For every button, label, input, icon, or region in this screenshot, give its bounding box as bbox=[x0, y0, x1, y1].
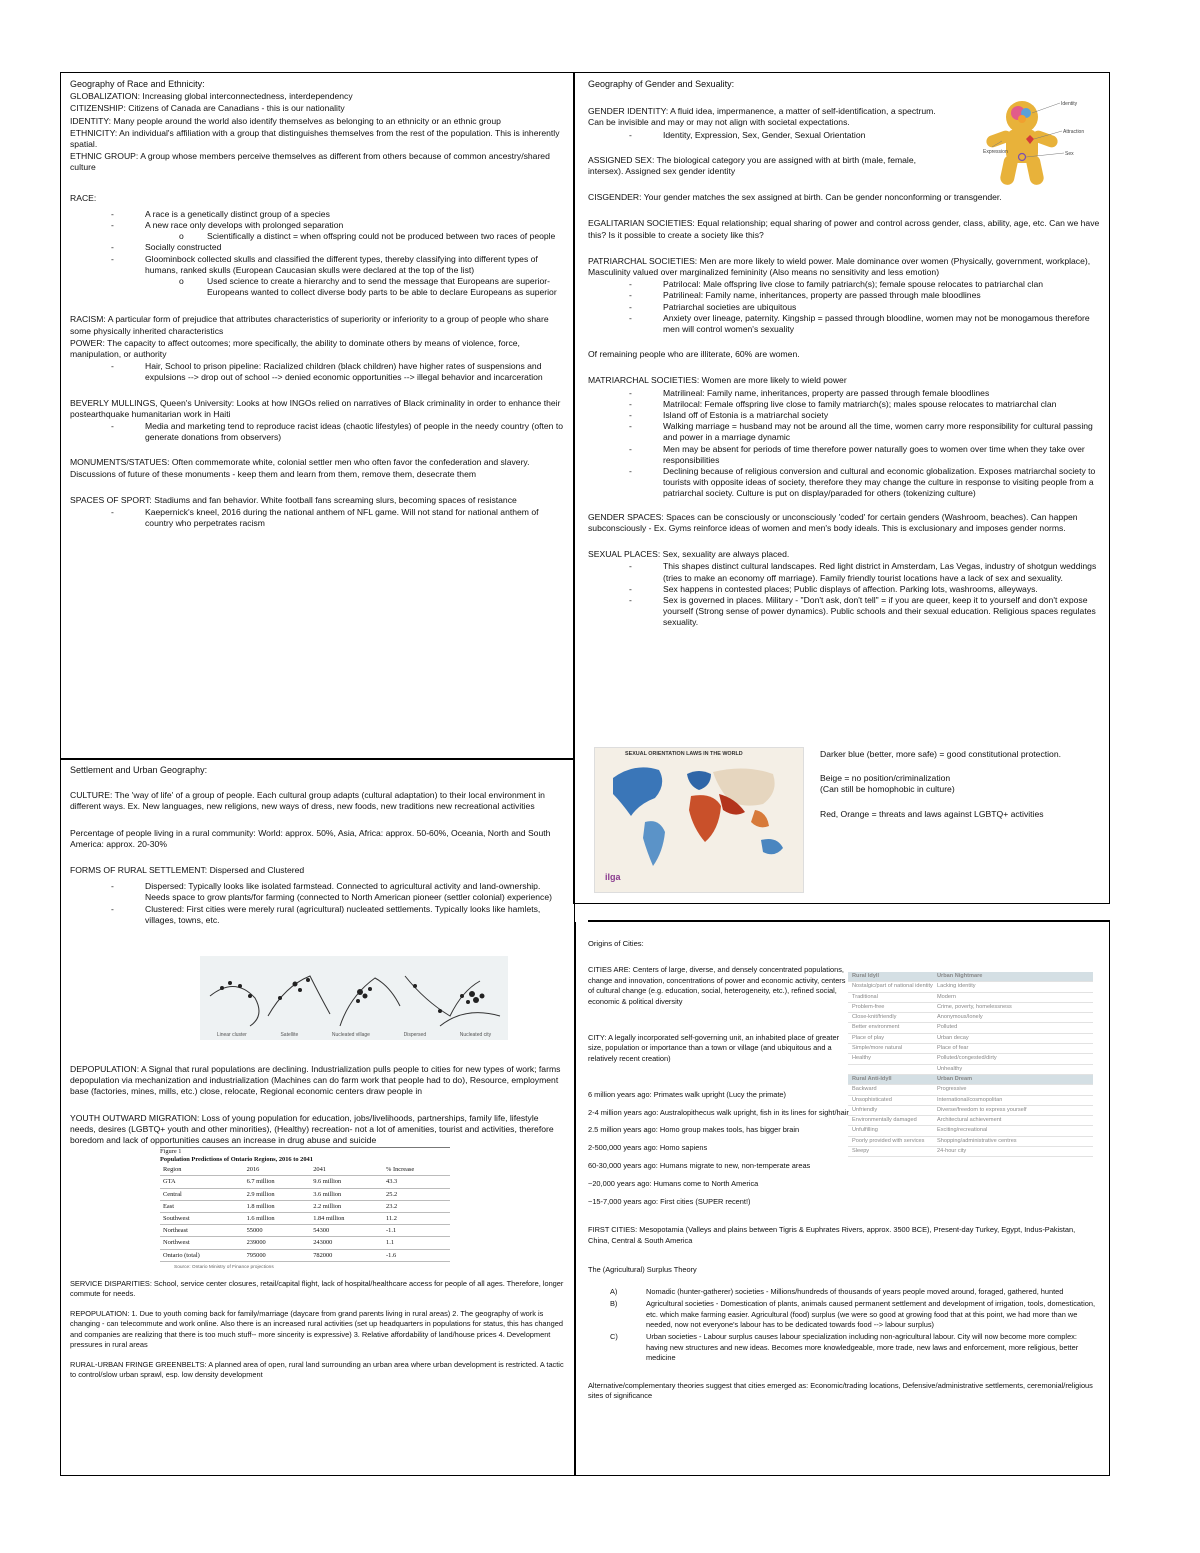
culture-text: CULTURE: The 'way of life' of a group of people. Each cultural group adapts (cultural adaptation) to their local environment in different ways. Ex. New languages, new religions, new ways of dress, new foods, new traditions new recreational activities bbox=[70, 790, 545, 812]
comparison-row: Unfriendly Diverse/freedom to express yourself bbox=[848, 1106, 1093, 1116]
table-cell: 1.1 bbox=[383, 1237, 450, 1249]
diagram-label: Satellite bbox=[280, 1032, 299, 1039]
comparison-row: Place of play Urban decay bbox=[848, 1034, 1093, 1044]
gingerbread-label: Expression bbox=[983, 149, 1008, 155]
table-header-row bbox=[160, 1164, 450, 1176]
racism-text: RACISM: A particular form of prejudice that attributes characteristics of superiority or inferiority to a group of people who share some physically inherited characteristics bbox=[70, 314, 549, 336]
sport-text: SPACES OF SPORT: Stadiums and fan behavior. White football fans screaming slurs, becoming spaces of resistance bbox=[70, 494, 517, 505]
rural-urban-comparison-table bbox=[848, 972, 1093, 1157]
cisgender-text: CISGENDER: Your gender matches the sex assigned at birth. Can be gender nonconforming or transgender. bbox=[588, 192, 1002, 203]
table-cell: 23.2 bbox=[383, 1200, 450, 1212]
table-row bbox=[160, 1213, 450, 1225]
comparison-row: Healthy Polluted/congested/dirty bbox=[848, 1054, 1093, 1064]
table-caption: Figure 1 bbox=[160, 1148, 182, 1156]
gingerbread-icon bbox=[982, 95, 1090, 191]
timeline-item: 60-30,000 years ago: Humans migrate to new, non-temperate areas bbox=[588, 1161, 811, 1170]
comparison-row: Unsophisticated International/cosmopolitan bbox=[848, 1096, 1093, 1106]
gender-spaces-text: GENDER SPACES: Spaces can be consciously or unconsciously 'coded' for certain genders (Washroom, beaches). Can happen subconsciously - Ex. Gyms reinforce ideas of women and men's body ideals. This is exclusionary and imposes gender norms. bbox=[588, 511, 1078, 533]
gender-gingerbread-image bbox=[982, 95, 1090, 191]
globalization-text: GLOBALIZATION: Increasing global interconnectedness, interdependency bbox=[70, 91, 353, 102]
table-cell: 55000 bbox=[244, 1225, 311, 1237]
list-item: o Scientifically a distinct = when offspring could not be produced between two races of people bbox=[207, 231, 565, 242]
forms-heading: FORMS OF RURAL SETTLEMENT: Dispersed and Clustered bbox=[70, 865, 305, 876]
settlement-pattern-diagram bbox=[200, 956, 508, 1040]
list-item: - Identity, Expression, Sex, Gender, Sexual Orientation bbox=[663, 130, 948, 141]
citizenship-text: CITIZENSHIP: Citizens of Canada are Canadians - this is our nationality bbox=[70, 103, 345, 114]
table-source: Source: Ontario Ministry of Finance projections bbox=[174, 1264, 274, 1270]
comparison-header: Rural Anti-Idyll Urban Dream bbox=[848, 1075, 1093, 1085]
gingerbread-label: Sex bbox=[1065, 151, 1074, 157]
list-item: - Dispersed: Typically looks like isolated farmstead. Connected to agricultural activity and land-ownership. Needs space to grow plants/for farming (connected to North American pioneer (settler colonial) experience) bbox=[145, 881, 565, 903]
first-cities-text: FIRST CITIES: Mesopotamia (Valleys and plains between Tigris & Euphrates Rivers, approx. 3500 BCE), Present-day Turkey, Egypt, Indus-Pakistan, China, Central & South America bbox=[588, 1225, 1076, 1245]
race-list bbox=[70, 209, 565, 299]
settlement-panel bbox=[60, 758, 575, 1476]
table-row bbox=[160, 1237, 450, 1249]
timeline-item: 6 million years ago: Primates walk upright (Lucy the primate) bbox=[588, 1089, 786, 1099]
list-item: - Media and marketing tend to reproduce racist ideas (chaotic lifestyles) of people in the needy country (often to generate donations from observers) bbox=[145, 421, 565, 443]
identity-text: IDENTITY: Many people around the world also identify themselves as belonging to an ethnicity or an ethnic group bbox=[70, 115, 501, 126]
map-title: SEXUAL ORIENTATION LAWS IN THE WORLD bbox=[625, 751, 743, 757]
youth-migration-text: YOUTH OUTWARD MIGRATION: Loss of young population for education, jobs/livelihoods, partnerships, family life, lifestyle needs, desires (LGBTQ+ youth and other minorities), (Healthy) recreation- not a lot of amenities, tourist and activities, therefore boredom and lack of opportunities causes an increase in drug abuse and suicide bbox=[70, 1112, 554, 1146]
timeline-item: 2.5 million years ago: Homo group makes tools, has bigger brain bbox=[588, 1125, 800, 1135]
table-cell: 795000 bbox=[244, 1249, 311, 1261]
table-cell: 2.9 million bbox=[244, 1188, 311, 1200]
table-row bbox=[160, 1249, 450, 1261]
map-legend-blue: Darker blue (better, more safe) = good constitutional protection. bbox=[820, 749, 1061, 759]
gender-sexuality-panel bbox=[573, 72, 1110, 904]
assigned-sex-text: ASSIGNED SEX: The biological category you are assigned with at birth (male, female, intersex). Assigned sex gender identity bbox=[588, 154, 916, 177]
table-row bbox=[160, 1188, 450, 1200]
table-cell: 54300 bbox=[310, 1225, 383, 1237]
list-item: - Island off of Estonia is a matriarchal society bbox=[663, 410, 1100, 421]
depopulation-text: DEPOPULATION: A Signal that rural populations are declining. Industrialization pulls people to cities for new types of work; farms depopulation via mechanization and industrialization (Machines can do farm work that people had to do), Resource, employment base (factories, mines, mills, etc.) close, relocate, Regional economic centers draw people in bbox=[70, 1064, 561, 1097]
table-cell: Northwest bbox=[160, 1237, 244, 1249]
rural-percentage-text: Percentage of people living in a rural community: World: approx. 50%, Asia, Africa: approx. 50-60%, Oceania, North and South America: approx. 20-30% bbox=[70, 827, 551, 849]
patriarchal-text: PATRIARCHAL SOCIETIES: Men are more likely to wield power. Male dominance over women (Physically, government, workplace), Masculinity valued over marginalized femininity (Also means no sensitivity and less emotion) bbox=[588, 255, 1091, 278]
list-item: - Patriarchal societies are ubiquitous bbox=[663, 302, 1100, 313]
comparison-row: Better environment Polluted bbox=[848, 1023, 1093, 1033]
gingerbread-label: Identity bbox=[1061, 101, 1078, 107]
list-item: C) Urban societies - Labour surplus causes labour specialization including non-agricultural labour. City will now become more complex: having new structures and new ideas. Becomes more knowledgeable, more trade, new laws and enforcement, more religious, better medicine bbox=[646, 1332, 1097, 1363]
list-item: - Sex is governed in places. Military - "Don't ask, don't tell" = if you are queer, keep it to yourself and don't expose yourself (Strong sense of power dynamics). Public schools and their sexual education. Religious spaces regulates sexuality. bbox=[663, 595, 1100, 629]
city-definition-text: CITY: A legally incorporated self-governing unit, an inhabited place of greater size, population or importance than a town or village (and ubiquitous and a relatively recent creation) bbox=[588, 1032, 840, 1063]
comparison-row: Nostalgic/part of national identity Lacking identity bbox=[848, 982, 1093, 992]
map-legend-red: Red, Orange = threats and laws against LGBTQ+ activities bbox=[820, 808, 1044, 819]
ethnic-group-text: ETHNIC GROUP: A group whose members perceive themselves as different from others because of common ancestry/shared culture bbox=[70, 151, 550, 173]
table-cell: GTA bbox=[160, 1176, 244, 1188]
diagram-label: Dispersed bbox=[403, 1032, 427, 1039]
list-item: - Walking marriage = husband may not be around all the time, women carry more responsibility for cultural passing and power in a marriage dynamic bbox=[663, 421, 1100, 443]
comparison-row: Unhealthy bbox=[848, 1065, 1093, 1075]
illiteracy-text: Of remaining people who are illiterate, 60% are women. bbox=[588, 349, 800, 360]
column-header: Region bbox=[160, 1164, 244, 1176]
map-legend-beige-note: (Can still be homophobic in culture) bbox=[820, 784, 955, 795]
beverly-text: BEVERLY MULLINGS, Queen's University: Looks at how INGOs relied on narratives of Black criminality in order to enhance their postearthquake humanitarian work in Haiti bbox=[70, 397, 561, 419]
table-cell: 243000 bbox=[310, 1237, 383, 1249]
monuments-text: MONUMENTS/STATUES: Often commemorate white, colonial settler men who often favor the confederation and slavery. Discussions of future of these monuments - keep them and learn from them, remove them, desecrate them bbox=[70, 457, 530, 479]
list-item: - Kaepernick's kneel, 2016 during the national anthem of NFL game. Will not stand for national anthem of country who perpetrates racism bbox=[145, 507, 565, 529]
comparison-row: Traditional Modern bbox=[848, 993, 1093, 1003]
settlement-title: Settlement and Urban Geography: bbox=[70, 765, 208, 775]
table-cell: Central bbox=[160, 1188, 244, 1200]
alternative-theories-text: Alternative/complementary theories suggest that cities emerged as: Economic/trading locations, Defensive/administrative settlements, ceremonial/religious sites of significance bbox=[588, 1381, 1093, 1401]
table-cell: 9.6 million bbox=[310, 1176, 383, 1188]
population-table bbox=[160, 1164, 450, 1262]
ethnicity-text: ETHNICITY: An individual's affiliation with a group that distinguishes themselves from the rest of the population. This is inherently spatial. bbox=[70, 127, 560, 150]
table-cell: 1.8 million bbox=[244, 1200, 311, 1212]
map-legend-beige: Beige = no position/criminalization bbox=[820, 773, 951, 784]
list-item: - Declining because of religious conversion and cultural and economic globalization. Exposes matriarchal society to tourists with opposite ideas of society, therefore they may change the culture in response to visiting people from a patriarchal society. Culture is put on display/paraded for others (tokenizing culture) bbox=[663, 466, 1100, 500]
table-cell: 239000 bbox=[244, 1237, 311, 1249]
timeline-item: ~20,000 years ago: Humans come to North America bbox=[588, 1178, 759, 1188]
table-cell: 11.2 bbox=[383, 1213, 450, 1225]
gingerbread-label: Attraction bbox=[1063, 129, 1085, 135]
table-row bbox=[160, 1200, 450, 1212]
list-item: - Patrilocal: Male offspring live close to family patriarch(s); female spouse relocates to patriarchal clan bbox=[663, 279, 1100, 290]
list-item: - A new race only develops with prolonged separation o Scientifically a distinct = when offspring could not be produced between two races of people bbox=[145, 220, 565, 242]
service-disparities-text: SERVICE DISPARITIES: School, service center closures, retail/capital flight, lack of hospital/healthcare access for people of all ages. Therefore, longer commute for needs. bbox=[70, 1279, 564, 1299]
diagram-label: Nucleated city bbox=[459, 1032, 492, 1039]
table-row bbox=[160, 1225, 450, 1237]
timeline-item: ~15-7,000 years ago: First cities (SUPER recent!) bbox=[588, 1196, 751, 1206]
comparison-row: Backward Progressive bbox=[848, 1085, 1093, 1095]
cities-are-text: CITIES ARE: Centers of large, diverse, and densely concentrated populations, change and innovation, concentrations of power and economic activity, centers of cultural change (e.g. education, social, heterogeneity, etc.), refined social, economic & political diversity bbox=[588, 965, 846, 1006]
origins-of-cities-section bbox=[575, 922, 1110, 1476]
table-cell: 2.2 million bbox=[310, 1200, 383, 1212]
table-cell: East bbox=[160, 1200, 244, 1212]
list-item: - Hair, School to prison pipeline: Racialized children (black children) have higher rates of suspensions and expulsions --> drop out of school --> denied economic opportunities --> illegal behavior and incarceration bbox=[145, 361, 565, 383]
diagram-label: Nucleated village bbox=[331, 1032, 370, 1039]
list-item: A) Nomadic (hunter-gatherer) societies - Millions/hundreds of thousands of years people moved around, foraged, gathered, hunted bbox=[646, 1287, 1097, 1297]
list-item: - Clustered: First cities were merely rural (agricultural) nucleated settlements. Typically looks like hamlets, villages, towns, etc. bbox=[145, 904, 565, 926]
diagram-label: Linear cluster bbox=[216, 1032, 247, 1039]
timeline-item: 2-4 million years ago: Australopithecus walk upright, fish in its lines for sight/hair bbox=[588, 1107, 849, 1117]
list-item: - Socially constructed bbox=[145, 242, 565, 253]
column-header: % Increase bbox=[383, 1164, 450, 1176]
sexual-places-text: SEXUAL PLACES: Sex, sexuality are always placed. bbox=[588, 549, 790, 560]
sexual-orientation-world-map bbox=[594, 747, 804, 893]
list-item: - A race is a genetically distinct group of a species bbox=[145, 209, 565, 220]
table-cell: 782000 bbox=[310, 1249, 383, 1261]
table-cell: Ontario (total) bbox=[160, 1249, 244, 1261]
comparison-row: Problem-free Crime, poverty, homelessness bbox=[848, 1003, 1093, 1013]
list-item: B) Agricultural societies - Domestication of plants, animals caused permanent settlement and development of irrigation, tools, domestication, etc. which make farming easier. Agricultural (food) surplus (we were so good at growing food that at this point, we had more than we needed, now not everyone's labour has to be dedicated towards food --> labour surplus) bbox=[646, 1299, 1097, 1330]
race-title: Geography of Race and Ethnicity: bbox=[70, 79, 205, 89]
matriarchal-text: MATRIARCHAL SOCIETIES: Women are more likely to wield power bbox=[588, 375, 847, 386]
list-item: - Gloominbock collected skulls and classified the different types, thereby classifying into different types of humans, ranked skulls (European Caucasian skulls were declared at the top of the list) o Used science to create a hierarchy and to send the message that Europeans are superior- Europeans wanted to collect diverse body parts to be able to declare Europeans as superior bbox=[145, 254, 565, 299]
cities-title: Origins of Cities: bbox=[588, 939, 644, 948]
world-map-svg bbox=[595, 748, 803, 892]
power-text: POWER: The capacity to affect outcomes; more specifically, the ability to dominate others by means of violence, force, manipulation, or authority bbox=[70, 337, 520, 360]
comparison-row: Poorly provided with services Shopping/administrative centres bbox=[848, 1137, 1093, 1147]
gender-title: Geography of Gender and Sexuality: bbox=[588, 79, 735, 89]
race-ethnicity-panel bbox=[60, 72, 575, 760]
comparison-row: Unfulfilling Exciting/recreational bbox=[848, 1126, 1093, 1136]
comparison-header: Rural Idyll Urban Nightmare bbox=[848, 972, 1093, 982]
column-header: 2016 bbox=[244, 1164, 311, 1176]
table-cell: 1.6 million bbox=[244, 1213, 311, 1225]
table-cell: 43.3 bbox=[383, 1176, 450, 1188]
surplus-theory-heading: The (Agricultural) Surplus Theory bbox=[588, 1264, 697, 1274]
table-cell: 6.7 million bbox=[244, 1176, 311, 1188]
table-cell: Southwest bbox=[160, 1213, 244, 1225]
ilga-logo: ilga bbox=[605, 872, 621, 882]
list-item: - Men may be absent for periods of time therefore power naturally goes to women over time when they take over responsibilities bbox=[663, 444, 1100, 466]
table-cell: 3.6 million bbox=[310, 1188, 383, 1200]
list-item: - Patrilineal: Family name, inheritances, property are passed through male bloodlines bbox=[663, 290, 1100, 301]
gender-identity-text: GENDER IDENTITY: A fluid idea, impermanence, a matter of self-identification, a spectrum. Can be invisible and may or may not align with societal expectations. bbox=[588, 106, 936, 128]
column-header: 2041 bbox=[310, 1164, 383, 1176]
table-cell: -1.6 bbox=[383, 1249, 450, 1261]
comparison-row: Sleepy 24-hour city bbox=[848, 1147, 1093, 1157]
list-item: - Matrilocal: Female offspring live close to family matriarch(s); males spouse relocates to matriarchal clan bbox=[663, 399, 1100, 410]
table-cell: -1.1 bbox=[383, 1225, 450, 1237]
settlement-diagram-svg bbox=[200, 956, 508, 1040]
list-item: o Used science to create a hierarchy and to send the message that Europeans are superior- Europeans wanted to collect diverse body parts to be able to declare Europeans as superior bbox=[207, 276, 565, 298]
comparison-row: Close-knit/friendly Anonymous/lonely bbox=[848, 1013, 1093, 1023]
list-item: - Anxiety over lineage, paternity. Kingship = passed through bloodline, women may not be monogamous therefore men will control women's sexuality bbox=[663, 313, 1100, 335]
egalitarian-text: EGALITARIAN SOCIETIES: Equal relationship; equal sharing of power and control across gender, class, ability, age, etc. Can we have this? Is it possible to create a society like this? bbox=[588, 218, 1100, 240]
table-cell: 1.84 million bbox=[310, 1213, 383, 1225]
city-timeline bbox=[588, 1090, 850, 1207]
population-table-figure bbox=[160, 1147, 450, 1273]
comparison-row: Simple/more natural Place of fear bbox=[848, 1044, 1093, 1054]
race-heading: RACE: bbox=[70, 192, 97, 203]
list-item: - Sex happens in contested places; Public displays of affection. Parking lots, washrooms, alleyways. bbox=[663, 584, 1100, 595]
table-cell: 25.2 bbox=[383, 1188, 450, 1200]
timeline-item: 2-500,000 years ago: Homo sapiens bbox=[588, 1143, 708, 1153]
list-item: - This shapes distinct cultural landscapes. Red light district in Amsterdam, Las Vegas, industry of shotgun weddings (tries to make an economy off marriage). Family friendly tourist locations have a lack of sex and sexuality. bbox=[663, 561, 1100, 583]
table-cell: Northeast bbox=[160, 1225, 244, 1237]
table-subtitle: Population Predictions of Ontario Regions, 2016 to 2041 bbox=[160, 1156, 313, 1164]
list-item: - Matrilineal: Family name, inheritances, property are passed through female bloodlines bbox=[663, 388, 1100, 399]
repopulation-text: REPOPULATION: 1. Due to youth coming back for family/marriage (daycare from grand parents living in rural areas) 2. The geography of work is changing - can telecommute and work online. Also there is an increased rural activities (set up headquarters in populations for status, this has changed and companies are realizing that there is too much stuff-- more sincerity is expressive) 3. Relative affordability of land/house prices 4. Development pressures in rural areas bbox=[70, 1308, 563, 1350]
table-row bbox=[160, 1176, 450, 1188]
greenbelts-text: RURAL-URBAN FRINGE GREENBELTS: A planned area of open, rural land surrounding an urban area where urban development is restricted. A tactic to control/slow urban sprawl, esp. low density development bbox=[70, 1359, 564, 1379]
comparison-row: Environmentally damaged Architectural achievement bbox=[848, 1116, 1093, 1126]
